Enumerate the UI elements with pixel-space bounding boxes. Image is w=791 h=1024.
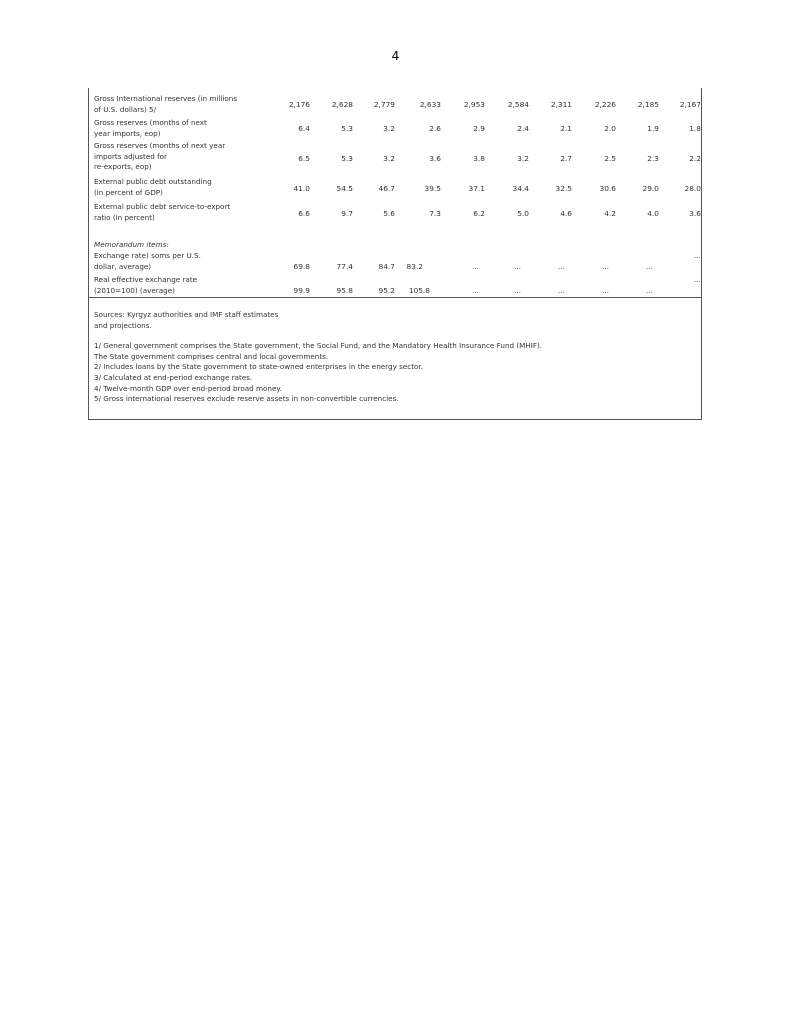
table-cell: 4.6 [560, 209, 572, 218]
footnote-line: 1/ General government comprises the State government, the Social Fund, and the Mandatory Health Insurance Fund (MHIF). [94, 341, 543, 351]
table-cell: 6.2 [473, 209, 485, 218]
row-label [94, 177, 264, 198]
table-cell: 2.4 [517, 124, 529, 133]
table-cell: ... [471, 262, 479, 271]
table-cell: ... [693, 251, 701, 260]
table-cell: ... [601, 286, 609, 295]
table-cell: ... [557, 262, 565, 271]
table-cell: ... [645, 286, 653, 295]
table-cell: 3.6 [429, 154, 441, 163]
table-cell: 34.4 [512, 184, 529, 193]
footnote-line: 5/ Gross international reserves exclude reserve assets in non-convertible currencies. [94, 394, 399, 404]
notes-text [94, 310, 694, 405]
table-cell: 105.8 [408, 286, 430, 295]
row-label [94, 118, 264, 139]
table-cell: 5.3 [341, 154, 353, 163]
table-cell: 2.5 [604, 154, 616, 163]
table-cell: 95.2 [378, 286, 395, 295]
table-cell: ... [693, 275, 701, 284]
table-cell: 29.0 [642, 184, 659, 193]
row-label [94, 275, 264, 296]
row-label-line: ratio (in percent) [94, 212, 155, 222]
spacer [94, 331, 694, 341]
table-cell: 2.0 [604, 124, 616, 133]
table-cell: 95.8 [336, 286, 353, 295]
table-cell: 99.9 [293, 286, 310, 295]
table-cell: 1.8 [689, 124, 701, 133]
table-cell: 7.3 [429, 209, 441, 218]
table-cell: 3.2 [517, 154, 529, 163]
row-label-line: (in percent of GDP) [94, 187, 163, 197]
table-cell: 37.1 [468, 184, 485, 193]
table-cell: 5.6 [383, 209, 395, 218]
table-cell: 4.2 [604, 209, 616, 218]
table-cell: 3.6 [689, 209, 701, 218]
row-label-line: External public debt service-to-export [94, 202, 231, 211]
row-label-line: External public debt outstanding [94, 177, 212, 186]
table-cell: ... [601, 262, 609, 271]
table-cell: 32.5 [555, 184, 572, 193]
table-cell: 28.0 [684, 184, 701, 193]
table-cell: ... [513, 286, 521, 295]
table-cell: 84.7 [378, 262, 395, 271]
row-label-line: year imports, eop) [94, 128, 161, 138]
row-label-line: Exchange rate) soms per U.S. [94, 251, 201, 260]
table-cell: 2,628 [331, 100, 353, 109]
row-label-line: imports adjusted for [94, 151, 167, 161]
row-label [94, 202, 264, 223]
table-cell: 6.5 [298, 154, 310, 163]
table-cell: ... [557, 286, 565, 295]
row-label-line: dollar, average) [94, 261, 152, 271]
table-cell: ... [513, 262, 521, 271]
table-cell: 6.4 [298, 124, 310, 133]
table-cell: 9.7 [341, 209, 353, 218]
table-cell: 6.6 [298, 209, 310, 218]
table-cell: 54.5 [336, 184, 353, 193]
table-cell: 3.2 [383, 154, 395, 163]
table-cell: 5.3 [341, 124, 353, 133]
table-cell: 46.7 [378, 184, 395, 193]
table-cell: 2,167 [679, 100, 701, 109]
row-label-line: Real effective exchange rate [94, 275, 198, 284]
table-cell: 2,633 [419, 100, 441, 109]
footnote-line: The State government comprises central and local governments. [94, 351, 329, 361]
row-label-line: Gross reserves (months of next year [94, 141, 226, 150]
row-label [94, 94, 264, 115]
sources-line: Sources: Kyrgyz authorities and IMF staff estimates [94, 310, 279, 319]
footnote-line: 3/ Calculated at end-period exchange rates. [94, 372, 253, 382]
table-cell: ... [471, 286, 479, 295]
table-cell: 69.8 [293, 262, 310, 271]
page-number: 4 [391, 49, 400, 63]
table-cell: 3.2 [383, 124, 395, 133]
memorandum-heading: Memorandum items: [94, 240, 169, 249]
row-label-line: of U.S. dollars) 5/ [94, 104, 157, 114]
row-label [94, 141, 264, 173]
table-cell: 2,953 [463, 100, 485, 109]
row-label-line: (2010=100) (average) [94, 285, 175, 295]
table-cell: 2,176 [288, 100, 310, 109]
table-cell: 2.9 [473, 124, 485, 133]
footnote-line: 4/ Twelve-month GDP over end-period broad money. [94, 383, 282, 393]
footnote-line: 2/ Includes loans by the State government to state-owned enterprises in the energy sector. [94, 362, 424, 372]
row-label [94, 251, 264, 272]
table-cell: 2,584 [507, 100, 529, 109]
table-cell: 39.5 [424, 184, 441, 193]
table-cell: 2.6 [429, 124, 441, 133]
table-cell: 3.8 [473, 154, 485, 163]
table-cell: 2.7 [560, 154, 572, 163]
table-cell: 30.6 [599, 184, 616, 193]
row-label-line: Gross reserves (months of next [94, 118, 207, 127]
data-table [88, 88, 702, 298]
row-label-line: re-exports, eop) [94, 162, 152, 172]
table-cell: 41.0 [293, 184, 310, 193]
table-cell: 5.0 [517, 209, 529, 218]
table-cell: 77.4 [336, 262, 353, 271]
table-cell: ... [645, 262, 653, 271]
table-notes [88, 298, 702, 420]
table-cell: 2,226 [594, 100, 616, 109]
table-cell: 2,185 [637, 100, 659, 109]
table-cell: 4.0 [647, 209, 659, 218]
table-cell: 2,779 [373, 100, 395, 109]
table-cell: 2,311 [550, 100, 572, 109]
table-cell: 2.3 [647, 154, 659, 163]
table-cell: 83.2 [406, 262, 423, 271]
table-cell: 2.2 [689, 154, 701, 163]
table-cell: 1.9 [647, 124, 659, 133]
sources-line: and projections. [94, 320, 152, 330]
row-label-line: Gross International reserves (in millions [94, 94, 238, 103]
table-cell: 2.1 [560, 124, 572, 133]
